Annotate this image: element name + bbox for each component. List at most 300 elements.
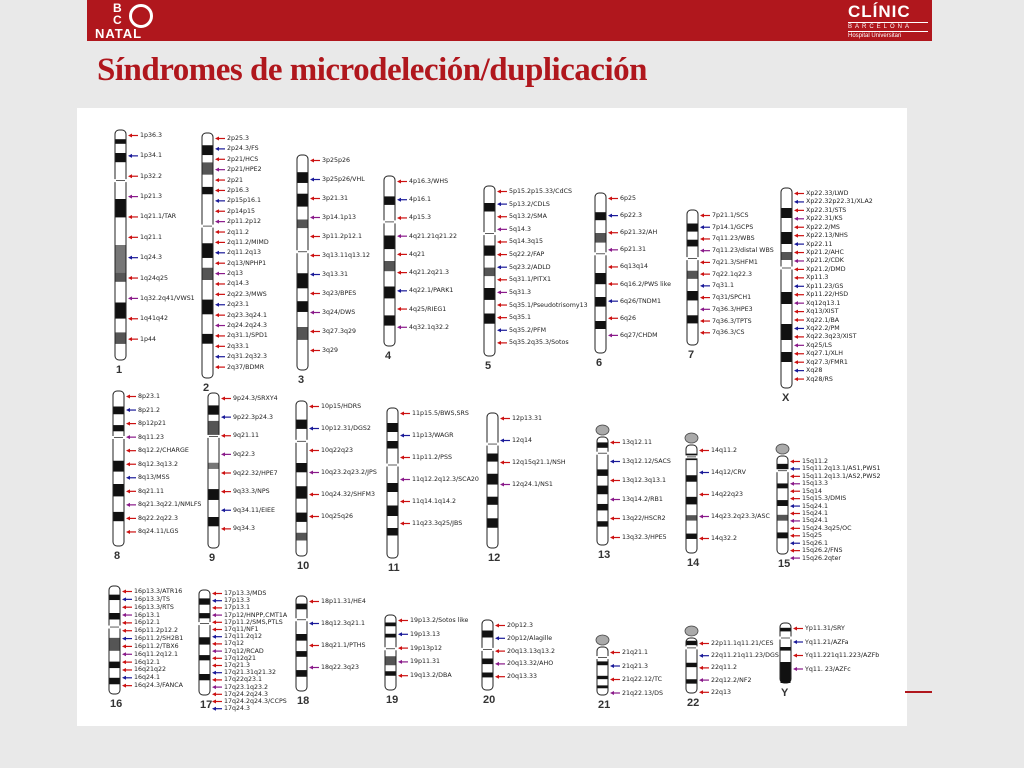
chromosome-20-number: 20 [483,694,496,706]
arrow-head [397,252,401,256]
chromosome-band [298,273,308,288]
chromosome-Y-number: Y [781,687,789,699]
arrow-head [126,516,130,520]
arrow-head [310,349,314,353]
arrow-head [309,600,313,604]
band-label: 12p13.31 [512,415,543,422]
arrow-head [397,289,401,293]
arrow-head [794,343,798,347]
arrow-head [794,217,798,221]
chromosome-band [297,513,307,522]
arrow-head [497,265,501,269]
band-label: 1q32.2q41/VWS1 [140,294,195,302]
band-label: 2q31.2q32.3 [227,353,268,361]
arrow-head [400,500,404,504]
arrow-head [790,512,794,516]
arrow-head [128,174,132,178]
chromosome-band [781,647,791,651]
chromosome-band [485,288,495,300]
band-label: 16p11.2/TBX6 [134,642,179,650]
band-label: Xp11.3 [806,274,829,282]
arrow-head [215,137,219,141]
arrow-head [122,668,126,672]
band-label: 20q13.33 [507,673,538,681]
arrow-head [398,660,402,664]
arrow-head [126,489,130,493]
band-label: 12q15q21.1/NSH [512,459,566,466]
chromosome-band [388,423,398,432]
arrow-head [790,497,794,501]
arrow-head [700,225,704,229]
chromosome-band [386,623,396,627]
chromosome-band [200,598,210,604]
arrow-head [221,490,225,494]
arrow-head [610,678,614,682]
arrow-head [497,303,501,307]
arrow-head [397,216,401,220]
band-label: 22q11.2 [711,664,738,672]
arrow-head [700,284,704,288]
chromosome-band [114,407,124,415]
arrow-head [310,330,314,334]
arrow-head [128,134,132,138]
arrow-head [126,530,130,534]
arrow-head [212,692,216,696]
band-label: 14q23.2q23.3/ASC [711,513,770,520]
band-label: Xp21.2/AHC [806,249,844,257]
arrow-head [794,369,798,373]
chromosome-band [116,139,126,144]
arrow-head [699,471,703,475]
band-label: 6p25 [620,195,637,202]
logo-letter-c: C [113,13,122,27]
arrow-head [215,344,219,348]
band-label: 7q22.1q22.3 [712,270,753,278]
band-label: 10q22q23 [321,447,354,454]
arrow-head [309,493,313,497]
band-label: 5q14.3q15 [509,238,544,246]
band-label: 13q12.12/SACS [622,458,671,465]
band-label: 22q11.21q11.23/DGS [711,652,779,660]
band-label: 15q24.3q25/OC [802,524,852,532]
chromosome-band [385,287,395,299]
chromosome-band [778,500,788,506]
chromosome-band [116,332,126,344]
chromosome-band [297,651,307,657]
band-label: 3q29 [322,347,339,354]
band-label: Xq22.2/PM [806,324,840,332]
arrow-head [212,635,216,639]
band-label: 7q11.23/distal WBS [712,247,774,255]
band-label: 16q24.1 [134,674,161,682]
logo-circle-icon [129,4,153,28]
logo-word: NATAL [95,26,143,41]
chromosome-band [781,662,791,683]
chromosome-band [782,292,792,304]
band-label: 1q21.1/TAR [140,213,177,221]
arrow-head [790,489,794,493]
band-label: 6q27/CHDM [620,331,658,339]
band-label: 15q11.2q13.1/AS2,PWS2 [802,472,881,480]
chromosome-band [209,517,219,526]
band-label: 2p21/HCS [227,155,259,163]
chromosome-band [110,638,120,651]
arrow-head [215,324,219,328]
arrow-head [790,534,794,538]
arrow-head [794,225,798,229]
band-label: 2p25.3 [227,135,250,142]
band-label: 5q35.1/Pseudotrisomy13 [509,301,588,309]
band-label: 15q11.2q13.1/AS1,PWS1 [802,465,881,473]
band-label: 8q12.2/CHARGE [138,447,189,455]
arrow-head [497,328,501,332]
chromosome-band [110,595,120,600]
chromosome-band [297,486,307,498]
chromosome-band [488,518,498,527]
clinic-city: BARCELONA [848,22,928,32]
arrow-head [310,178,314,182]
band-label: 9q33.3/NPS [233,488,270,496]
arrow-head [215,365,219,369]
band-label: Xp22.2/MS [806,223,840,231]
band-label: 2p14p15 [227,207,256,215]
chromosome-band [687,534,697,539]
chromosome-band [203,187,213,194]
arrow-head [495,636,499,640]
band-label: 6p21.32/AH [620,229,658,237]
band-label: 5q22.2/FAP [509,251,545,259]
chromosome-band [598,486,608,495]
chromosome-band [596,321,606,329]
satellite [596,635,609,645]
band-label: 9p24.3/SRXY4 [233,395,278,402]
chromosome-band [596,273,606,284]
band-label: Xp22.11 [806,240,833,248]
band-label: 2q23.3q24.1 [227,311,268,319]
band-label: 21q22.12/TC [622,676,663,683]
chromosome-band [114,484,124,496]
band-label: 6q16.2/PWS like [620,280,671,288]
band-label: 2q11.2 [227,228,250,236]
chromosome-band [596,212,606,220]
chromosome-band [488,474,498,485]
chromosome-band [781,628,791,632]
arrow-head [794,208,798,212]
band-label: 16q12.1 [134,658,161,666]
band-label: 17p12/HNPP,CMT1A [224,611,288,619]
band-label: 7q11.23/WBS [712,235,755,243]
band-label: 1p44 [140,335,157,343]
chromosome-band [385,315,395,325]
arrow-head [699,493,703,497]
chromosome-18-number: 18 [297,695,310,707]
arrow-head [310,254,314,258]
arrow-head [122,605,126,609]
arrow-head [699,515,703,519]
arrow-head [495,662,499,666]
band-label: 15q25 [802,532,823,540]
arrow-head [122,676,126,680]
band-label: 1q24.3 [140,254,163,262]
band-label: Xp21.2/DMD [806,265,846,273]
band-label: 6p22.3 [620,212,643,220]
band-label: 7p14.1/GCPS [712,223,754,231]
band-label: 17q21.31q21.32 [224,669,277,677]
chromosome-band [782,252,792,260]
arrow-head [122,652,126,656]
chromosome-band [385,261,395,271]
arrow-head [497,227,501,231]
band-label: 20q13.32/AHO [507,660,554,668]
chromosome-band [298,301,308,312]
band-label: Xq25/LS [806,341,832,349]
band-label: 17p11.2/SMS,PTLS [224,618,283,626]
band-label: 17q11.2q12 [224,633,263,641]
arrow-head [700,214,704,218]
band-label: 19p11.31 [410,658,441,666]
band-label: 10q25q26 [321,513,354,520]
arrow-head [794,318,798,322]
arrow-head [212,620,216,624]
band-label: 7q36.3/HPE3 [712,305,753,313]
arrow-head [310,235,314,239]
chromosome-band [687,641,697,645]
band-label: 3p25p26/VHL [322,176,365,183]
arrow-head [212,685,216,689]
chromosome-6-number: 6 [596,357,603,369]
arrow-head [212,678,216,682]
chromosome-band [298,327,308,340]
bcn-natal-logo [95,1,175,41]
arrow-head [398,632,402,636]
arrow-head [122,629,126,633]
clinic-name: CLÍNIC [848,2,911,21]
band-label: 21q22.13/DS [622,689,664,697]
band-label: 10p15/HDRS [321,403,362,410]
band-label: Xp22.33/LWD [806,190,849,197]
band-label: 10q23.2q23.2/JPS [321,469,377,476]
chromosome-band [687,679,697,683]
band-label: Xq28/RS [806,375,833,383]
arrow-head [397,271,401,275]
band-label: 2q11.2q13 [227,249,262,257]
arrow-head [610,460,614,464]
arrow-head [212,656,216,660]
arrow-head [215,199,219,203]
chromosome-band [385,196,395,205]
arrow-head [608,265,612,269]
arrow-head [700,296,704,300]
karyogram-panel [77,108,907,726]
band-label: 3q27.3q29 [322,328,357,335]
band-label: 1q24q25 [140,274,169,282]
chromosome-band [388,483,398,492]
band-label: 22q13 [711,688,732,696]
arrow-head [497,253,501,257]
band-label: 2q13/NPHP1 [227,259,267,267]
band-label: 6q13q14 [620,263,649,271]
band-label: 11q23.3q25/JBS [412,520,463,527]
arrow-head [497,202,501,206]
arrow-head [790,549,794,553]
arrow-head [215,220,219,224]
band-label: 8q21.3q22.1/NMLFS [138,501,202,509]
band-label: 4q22.1/PARK1 [409,287,454,295]
band-label: Xp11.23/GS [806,282,844,290]
arrow-head [215,261,219,265]
band-label: Xp22.32p22.31/XLA2 [806,198,873,206]
band-label: 18q22.3q23 [321,664,360,671]
chromosome-band [297,420,307,429]
band-label: 9q34.3 [233,525,256,533]
chromosome-band [209,489,219,500]
band-label: 8q22.2q22.3 [138,514,179,522]
arrow-head [790,467,794,471]
arrow-head [699,666,703,670]
arrow-head [221,415,225,419]
arrow-head [310,159,314,163]
arrow-head [699,654,703,658]
band-label: 15q13.3 [802,480,829,488]
chromosome-band [488,454,498,462]
band-label: 2q14.3 [227,280,250,288]
chromosome-band [596,233,606,243]
chromosome-band [688,271,698,279]
band-label: 15q24.1 [802,517,829,525]
band-label: 5q31.3 [509,288,532,296]
arrow-head [794,267,798,271]
arrow-head [212,613,216,617]
band-label: 7q36.3/TPTS [712,317,752,325]
arrow-head [794,200,798,204]
arrow-head [215,292,219,296]
band-label: 4q21.21q21.22 [409,232,458,240]
chromosome-2-number: 2 [203,382,210,394]
chromosome-band [485,203,495,212]
arrow-head [398,646,402,650]
arrow-head [790,556,794,560]
band-label: 11p11.2/PSS [412,454,452,461]
chromosome-16-number: 16 [110,698,123,710]
band-label: 11q14.1q14.2 [412,498,457,505]
logo-letter-b: B [113,1,122,15]
chromosome-X-number: X [782,392,790,404]
arrow-head [122,597,126,601]
band-label: 13q14.2/RB1 [622,496,663,503]
band-label: 9q22.32/HPE7 [233,469,278,477]
chromosome-5-number: 5 [485,360,492,372]
chromosome-band [116,153,126,162]
arrow-head [497,316,501,320]
arrow-head [126,422,130,426]
arrow-head [221,508,225,512]
chromosome-19-number: 19 [386,694,399,706]
arrow-head [794,259,798,263]
arrow-head [309,622,313,626]
band-label: 15q11.2 [802,458,829,465]
chromosome-3-number: 3 [298,374,305,386]
chromosome-band [778,483,788,488]
band-label: 13q12.3q13.1 [622,477,667,484]
arrow-head [608,282,612,286]
band-label: 4p16.1 [409,196,432,204]
band-label: 16p11.2p12.2 [134,627,179,635]
arrow-head [794,192,798,196]
band-label: 10p12.31/DGS2 [321,425,371,432]
band-label: Xq13/XIST [806,308,839,316]
arrow-head [397,307,401,311]
arrow-head [794,284,798,288]
chromosome-band [778,464,788,470]
band-label: 2q11.2/MIMD [227,238,269,246]
band-label: Xq27.3/FMR1 [806,358,848,366]
chromosome-band [598,504,608,510]
arrow-head [221,434,225,438]
arrow-head [212,642,216,646]
chromosome-band [386,656,396,665]
chromosome-band [688,291,698,300]
band-label: 8p23.1 [138,393,161,400]
arrow-head [310,292,314,296]
band-label: 20p12.3 [507,622,534,629]
arrow-head [794,293,798,297]
chromosome-21-number: 21 [598,699,611,711]
chromosome-band [200,637,210,644]
arrow-head [215,251,219,255]
band-label: 9q21.11 [233,432,260,440]
arrow-head [400,412,404,416]
band-label: 15q26.1 [802,539,829,547]
band-label: 18p11.31/HE4 [321,598,366,605]
arrow-head [790,482,794,486]
chromosome-band [385,236,395,250]
band-label: 17q24.2q24.3/CCPS [224,698,287,705]
band-label: 16p13.3/RTS [134,603,174,611]
arrow-head [610,651,614,655]
band-label: 8q24.11/LGS [138,528,179,536]
arrow-head [608,231,612,235]
arrow-head [495,675,499,679]
band-label: 3q13.31 [322,271,349,278]
arrow-head [221,397,225,401]
band-label: 2q22.3/MWS [227,290,267,298]
band-label: 5q35.1 [509,314,532,322]
band-label: 17q12q21 [224,654,257,662]
arrow-head [700,272,704,276]
arrow-head [700,331,704,335]
arrow-head [610,517,614,521]
band-label: Xq28 [806,367,823,375]
band-label: Xp22.31/KS [806,215,843,223]
arrow-head [309,644,313,648]
chromosome-band [298,194,308,207]
arrow-head [126,395,130,399]
band-label: 8q13/MSS [138,474,170,482]
band-label: 3q24/DWS [322,309,356,316]
arrow-head [215,188,219,192]
chromosome-band [200,674,210,680]
chromosome-band [598,685,608,688]
arrow-head [122,590,126,594]
arrow-head [212,592,216,596]
band-label: 17p13.1 [224,604,251,612]
arrow-head [215,147,219,151]
band-label: 16p13.1 [134,611,161,619]
chromosome-band [485,246,495,256]
band-label: 2p11.2p12 [227,218,262,226]
arrow-head [700,307,704,311]
chromosome-7-number: 7 [688,349,695,361]
